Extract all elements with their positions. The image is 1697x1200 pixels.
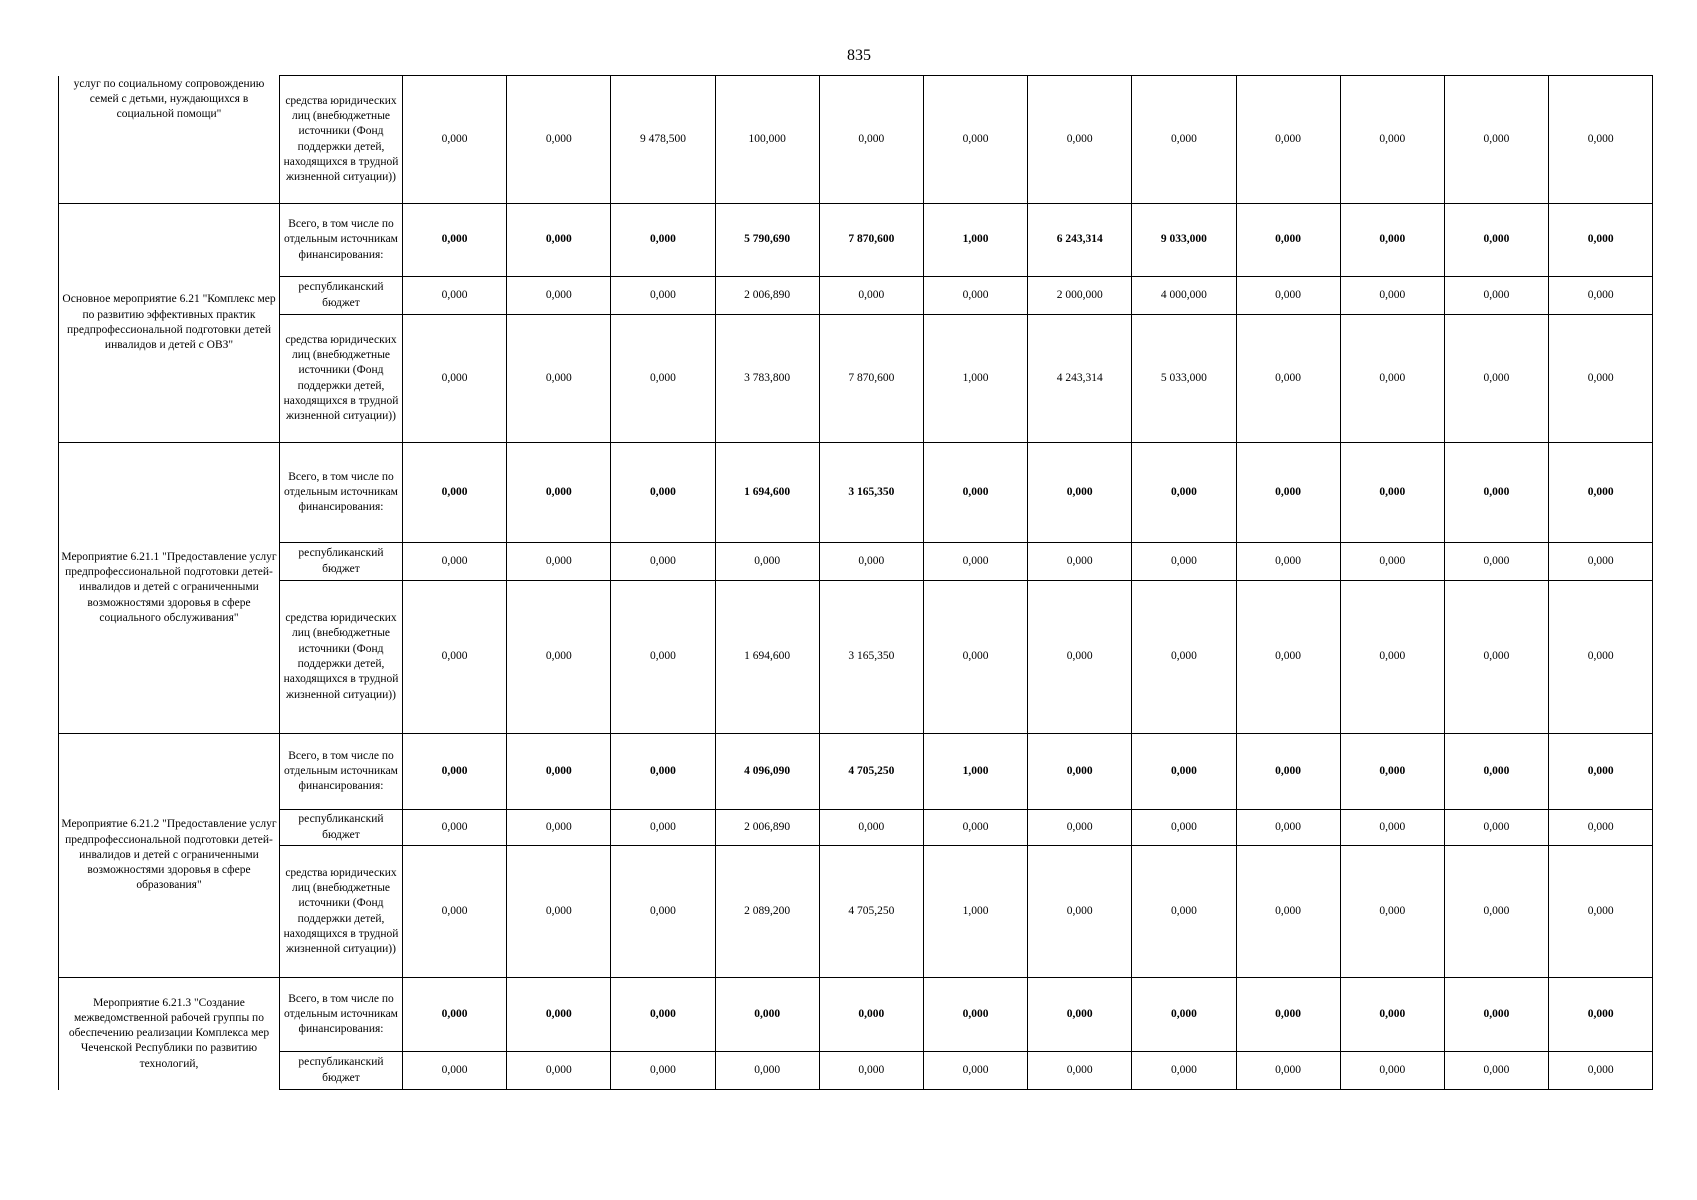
amount-cell: 0,000: [819, 76, 923, 204]
amount-cell: 0,000: [1444, 846, 1548, 978]
amount-cell: 0,000: [403, 315, 507, 443]
amount-cell: 0,000: [507, 810, 611, 846]
amount-cell: 0,000: [507, 543, 611, 581]
amount-cell: 4 705,250: [819, 846, 923, 978]
amount-cell: 4 096,090: [715, 734, 819, 810]
table-row: [59, 581, 1653, 734]
amount-cell: 0,000: [1028, 810, 1132, 846]
amount-cell: 2 006,890: [715, 810, 819, 846]
amount-cell: 0,000: [1444, 204, 1548, 277]
amount-cell: 0,000: [1028, 581, 1132, 734]
table-row: [59, 978, 1653, 1052]
funding-source-cell: республиканский бюджет: [280, 543, 403, 581]
page-number: 835: [847, 47, 871, 64]
amount-cell: 0,000: [1549, 1052, 1653, 1090]
amount-cell: 3 783,800: [715, 315, 819, 443]
amount-cell: 0,000: [1028, 76, 1132, 204]
amount-cell: 0,000: [1236, 443, 1340, 543]
table-row: [59, 846, 1653, 978]
amount-cell: 1,000: [923, 734, 1027, 810]
amount-cell: 0,000: [611, 443, 715, 543]
amount-cell: 0,000: [1236, 277, 1340, 315]
amount-cell: 0,000: [1340, 76, 1444, 204]
amount-cell: 0,000: [1028, 1052, 1132, 1090]
amount-cell: 0,000: [403, 810, 507, 846]
amount-cell: 4 243,314: [1028, 315, 1132, 443]
amount-cell: 0,000: [403, 978, 507, 1052]
amount-cell: 0,000: [1236, 581, 1340, 734]
amount-cell: 0,000: [1549, 734, 1653, 810]
amount-cell: 0,000: [507, 734, 611, 810]
amount-cell: 0,000: [611, 315, 715, 443]
amount-cell: 0,000: [403, 846, 507, 978]
amount-cell: 0,000: [923, 581, 1027, 734]
amount-cell: 0,000: [923, 978, 1027, 1052]
amount-cell: 5 033,000: [1132, 315, 1236, 443]
amount-cell: 0,000: [1549, 204, 1653, 277]
amount-cell: 0,000: [1444, 277, 1548, 315]
amount-cell: 0,000: [715, 543, 819, 581]
amount-cell: 0,000: [1132, 76, 1236, 204]
amount-cell: 0,000: [1236, 846, 1340, 978]
amount-cell: 0,000: [507, 76, 611, 204]
amount-cell: 0,000: [1028, 543, 1132, 581]
amount-cell: 0,000: [1340, 443, 1444, 543]
table-row: [59, 1052, 1653, 1090]
amount-cell: 0,000: [1340, 846, 1444, 978]
funding-source-cell: Всего, в том числе по отдельным источникам финансирования:: [280, 734, 403, 810]
funding-source-cell: Всего, в том числе по отдельным источникам финансирования:: [280, 978, 403, 1052]
amount-cell: 0,000: [1028, 846, 1132, 978]
amount-cell: 0,000: [1549, 277, 1653, 315]
amount-cell: 0,000: [1132, 581, 1236, 734]
amount-cell: 0,000: [1132, 978, 1236, 1052]
amount-cell: 0,000: [1340, 204, 1444, 277]
amount-cell: 0,000: [1444, 315, 1548, 443]
amount-cell: 0,000: [1132, 846, 1236, 978]
funding-source-cell: республиканский бюджет: [280, 1052, 403, 1090]
amount-cell: 0,000: [1549, 810, 1653, 846]
amount-cell: 0,000: [923, 443, 1027, 543]
amount-cell: 0,000: [611, 1052, 715, 1090]
amount-cell: 6 243,314: [1028, 204, 1132, 277]
amount-cell: 0,000: [507, 581, 611, 734]
amount-cell: 0,000: [1444, 581, 1548, 734]
event-name-cell: Мероприятие 6.21.3 "Создание межведомственной рабочей группы по обеспечению реализации Комплекса мер Чеченской Республики по развитию технологий,: [59, 978, 280, 1090]
amount-cell: 0,000: [1132, 734, 1236, 810]
amount-cell: 0,000: [1236, 315, 1340, 443]
table-row: [59, 543, 1653, 581]
amount-cell: 1,000: [923, 846, 1027, 978]
funding-source-cell: республиканский бюджет: [280, 277, 403, 315]
amount-cell: 0,000: [507, 1052, 611, 1090]
funding-table: [58, 75, 1653, 1090]
amount-cell: 0,000: [507, 978, 611, 1052]
amount-cell: 0,000: [1236, 76, 1340, 204]
amount-cell: 2 089,200: [715, 846, 819, 978]
amount-cell: 0,000: [1028, 443, 1132, 543]
amount-cell: 0,000: [1340, 277, 1444, 315]
amount-cell: 0,000: [1236, 734, 1340, 810]
amount-cell: 0,000: [403, 581, 507, 734]
funding-source-cell: средства юридических лиц (внебюджетные источники (Фонд поддержки детей, находящихся в трудной жизненной ситуации)): [280, 581, 403, 734]
table-row: [59, 315, 1653, 443]
amount-cell: 0,000: [611, 810, 715, 846]
funding-source-cell: средства юридических лиц (внебюджетные источники (Фонд поддержки детей, находящихся в трудной жизненной ситуации)): [280, 846, 403, 978]
amount-cell: 0,000: [1132, 543, 1236, 581]
amount-cell: 1,000: [923, 315, 1027, 443]
amount-cell: 0,000: [507, 846, 611, 978]
amount-cell: 0,000: [611, 846, 715, 978]
amount-cell: 0,000: [1549, 543, 1653, 581]
amount-cell: 0,000: [1549, 315, 1653, 443]
amount-cell: 1,000: [923, 204, 1027, 277]
funding-source-cell: средства юридических лиц (внебюджетные источники (Фонд поддержки детей, находящихся в трудной жизненной ситуации)): [280, 315, 403, 443]
amount-cell: 0,000: [1236, 1052, 1340, 1090]
amount-cell: 3 165,350: [819, 443, 923, 543]
amount-cell: 0,000: [611, 277, 715, 315]
amount-cell: 5 790,690: [715, 204, 819, 277]
amount-cell: 0,000: [1444, 76, 1548, 204]
event-name-cell: Основное мероприятие 6.21 "Комплекс мер по развитию эффективных практик предпрофессиональной подготовки детей инвалидов и детей с ОВЗ": [59, 204, 280, 443]
amount-cell: 9 478,500: [611, 76, 715, 204]
funding-source-cell: средства юридических лиц (внебюджетные источники (Фонд поддержки детей, находящихся в трудной жизненной ситуации)): [280, 76, 403, 204]
amount-cell: 0,000: [1340, 543, 1444, 581]
amount-cell: 0,000: [1132, 443, 1236, 543]
amount-cell: 0,000: [819, 978, 923, 1052]
amount-cell: 0,000: [1444, 1052, 1548, 1090]
amount-cell: 0,000: [611, 204, 715, 277]
table-row: [59, 76, 1653, 204]
amount-cell: 0,000: [1236, 978, 1340, 1052]
amount-cell: 0,000: [403, 734, 507, 810]
amount-cell: 0,000: [923, 76, 1027, 204]
amount-cell: 0,000: [715, 1052, 819, 1090]
amount-cell: 0,000: [507, 204, 611, 277]
amount-cell: 0,000: [1444, 543, 1548, 581]
amount-cell: 0,000: [611, 581, 715, 734]
amount-cell: 0,000: [1340, 315, 1444, 443]
amount-cell: 0,000: [611, 978, 715, 1052]
amount-cell: 0,000: [1340, 1052, 1444, 1090]
table-row: [59, 810, 1653, 846]
amount-cell: 4 000,000: [1132, 277, 1236, 315]
amount-cell: 1 694,600: [715, 443, 819, 543]
amount-cell: 0,000: [923, 1052, 1027, 1090]
event-name-cell: Мероприятие 6.21.1 "Предоставление услуг предпрофессиональной подготовки детей-инвалидов и детей с ограниченными возможностями здоровья в сфере социального обслуживания": [59, 443, 280, 734]
amount-cell: 0,000: [923, 277, 1027, 315]
amount-cell: 0,000: [923, 810, 1027, 846]
amount-cell: 0,000: [1549, 581, 1653, 734]
amount-cell: 0,000: [1028, 734, 1132, 810]
event-name-cell: Мероприятие 6.21.2 "Предоставление услуг предпрофессиональной подготовки детей-инвалидов и детей с ограниченными возможностями здоровья в сфере образования": [59, 734, 280, 978]
funding-source-cell: Всего, в том числе по отдельным источникам финансирования:: [280, 204, 403, 277]
amount-cell: 0,000: [403, 277, 507, 315]
amount-cell: 0,000: [507, 315, 611, 443]
table-row: [59, 443, 1653, 543]
amount-cell: 0,000: [1132, 810, 1236, 846]
amount-cell: 0,000: [1236, 543, 1340, 581]
amount-cell: 0,000: [819, 277, 923, 315]
amount-cell: 0,000: [819, 1052, 923, 1090]
amount-cell: 0,000: [1340, 581, 1444, 734]
amount-cell: 0,000: [1549, 443, 1653, 543]
amount-cell: 0,000: [1132, 1052, 1236, 1090]
amount-cell: 2 000,000: [1028, 277, 1132, 315]
amount-cell: 100,000: [715, 76, 819, 204]
amount-cell: 0,000: [715, 978, 819, 1052]
amount-cell: 1 694,600: [715, 581, 819, 734]
amount-cell: 3 165,350: [819, 581, 923, 734]
amount-cell: 0,000: [1340, 810, 1444, 846]
amount-cell: 0,000: [611, 734, 715, 810]
amount-cell: 0,000: [1444, 810, 1548, 846]
table-row: [59, 204, 1653, 277]
amount-cell: 0,000: [1340, 978, 1444, 1052]
funding-source-cell: Всего, в том числе по отдельным источникам финансирования:: [280, 443, 403, 543]
table-row: [59, 734, 1653, 810]
amount-cell: 0,000: [1340, 734, 1444, 810]
amount-cell: 0,000: [1549, 846, 1653, 978]
amount-cell: 0,000: [819, 543, 923, 581]
amount-cell: 0,000: [507, 443, 611, 543]
amount-cell: 0,000: [923, 543, 1027, 581]
amount-cell: 0,000: [1444, 978, 1548, 1052]
funding-table-body: [59, 76, 1653, 1090]
event-name-cell: услуг по социальному сопровождению семей с детьми, нуждающихся в социальной помощи": [59, 76, 280, 204]
amount-cell: 9 033,000: [1132, 204, 1236, 277]
amount-cell: 0,000: [403, 204, 507, 277]
amount-cell: 7 870,600: [819, 204, 923, 277]
amount-cell: 0,000: [819, 810, 923, 846]
amount-cell: 0,000: [1444, 443, 1548, 543]
amount-cell: 0,000: [1236, 810, 1340, 846]
amount-cell: 4 705,250: [819, 734, 923, 810]
amount-cell: 2 006,890: [715, 277, 819, 315]
amount-cell: 0,000: [1549, 76, 1653, 204]
funding-source-cell: республиканский бюджет: [280, 810, 403, 846]
amount-cell: 0,000: [611, 543, 715, 581]
amount-cell: 0,000: [1236, 204, 1340, 277]
amount-cell: 0,000: [403, 543, 507, 581]
amount-cell: 0,000: [1028, 978, 1132, 1052]
table-row: [59, 277, 1653, 315]
amount-cell: 7 870,600: [819, 315, 923, 443]
amount-cell: 0,000: [403, 76, 507, 204]
amount-cell: 0,000: [507, 277, 611, 315]
amount-cell: 0,000: [1444, 734, 1548, 810]
amount-cell: 0,000: [403, 443, 507, 543]
amount-cell: 0,000: [1549, 978, 1653, 1052]
amount-cell: 0,000: [403, 1052, 507, 1090]
